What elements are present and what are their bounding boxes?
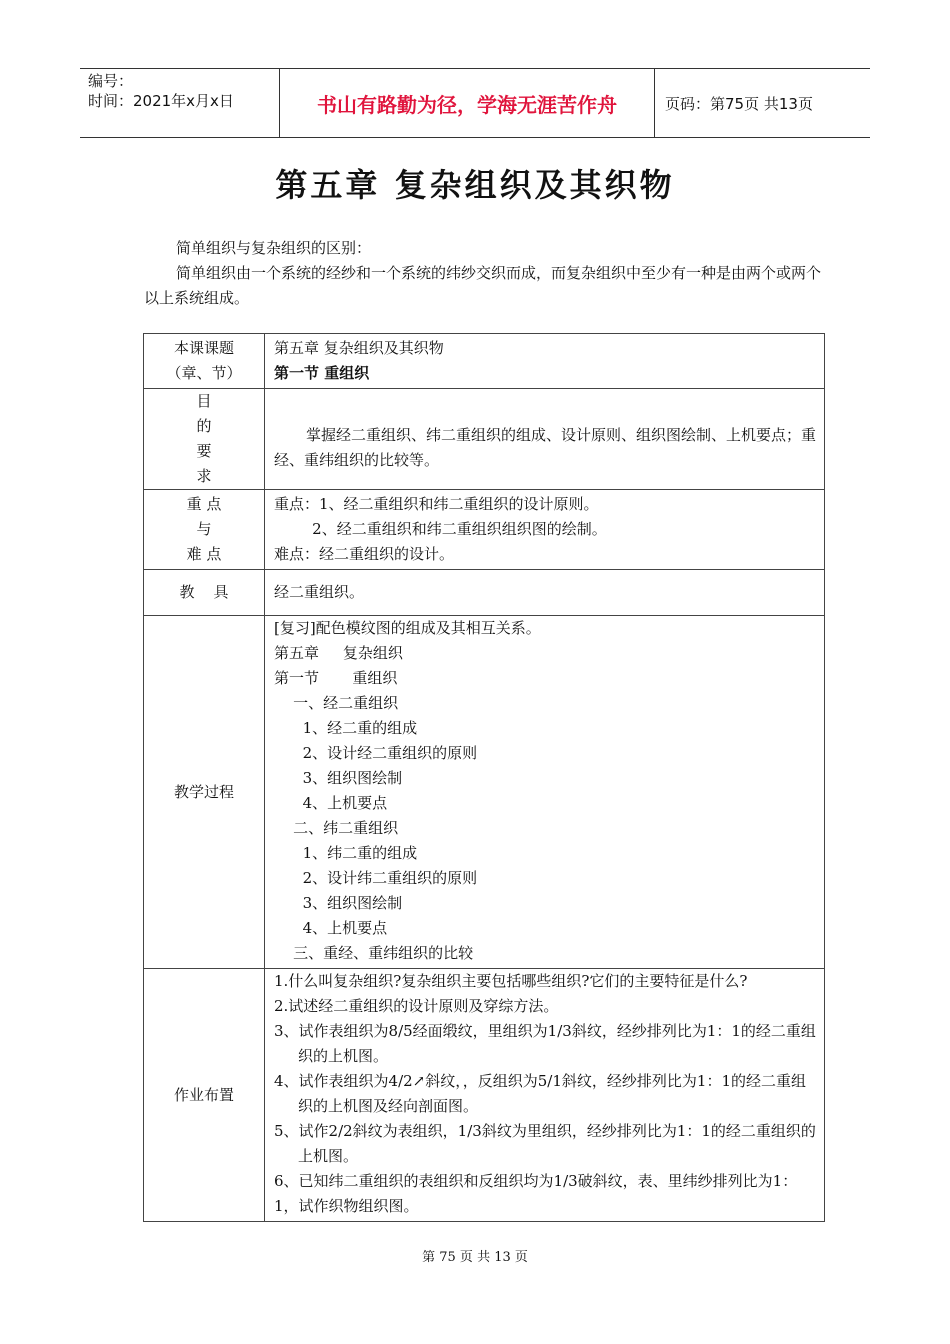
process-line: 1、经二重的组成 (274, 719, 418, 737)
row-process (144, 616, 825, 969)
topic-label-line1: 本课课题 (173, 339, 234, 357)
row-topic (144, 334, 825, 389)
topic-label-line2: （章、节） (166, 364, 242, 382)
objectives-text: 掌握经二重组织、纬二重组织的组成、设计原则、组织图绘制、上机要点；重经、重纬组织的比较等。 (274, 426, 817, 469)
objectives-value (265, 389, 825, 490)
intro-line-1: 简单组织与复杂组织的区别： (176, 239, 372, 257)
intro-text (144, 236, 824, 311)
key-points-label-line: 难 点 (186, 545, 222, 563)
process-line: 第五章 复杂组织 (274, 644, 403, 662)
topic-label (144, 334, 265, 389)
objectives-label-char: 求 (196, 467, 212, 485)
key-point-line: 难点：经二重组织的设计。 (274, 545, 455, 563)
objectives-label-char: 的 (196, 417, 212, 435)
row-objectives (144, 389, 825, 490)
process-line: 一、经二重组织 (274, 694, 399, 712)
page-footer: 第 75 页 共 13 页 (422, 1250, 528, 1265)
time-label: 时间：2021年x月x日 (88, 92, 234, 110)
header-meta (80, 69, 280, 137)
row-homework (144, 969, 825, 1222)
process-value (265, 616, 825, 969)
homework-item: 5、试作2/2斜纹为表组织，1/3斜纹为里组织，经纱排列比为1：1的经二重组织的上机图。 (274, 1122, 816, 1165)
key-point-line: 重点：1、经二重组织和纬二重组织的设计原则。 (274, 495, 599, 513)
process-line: 第一节 重组织 (274, 669, 398, 687)
process-line: 2、设计经二重组织的原则 (274, 744, 478, 762)
process-line: 2、设计纬二重组织的原则 (274, 869, 478, 887)
homework-item: 3、试作表组织为8/5经面缎纹，里组织为1/3斜纹，经纱排列比为1：1的经二重组织的上机图。 (274, 1022, 816, 1065)
objectives-label (144, 389, 265, 490)
header-page-label: 页码：第75页 共13页 (665, 94, 813, 113)
intro-line-2: 简单组织由一个系统的经纱和一个系统的纬纱交织而成，而复杂组织中至少有一种是由两个或两个以上系统组成。 (144, 264, 822, 307)
teaching-aids-value: 经二重组织。 (265, 570, 825, 616)
row-teaching-aids (144, 570, 825, 616)
process-line: 二、纬二重组织 (274, 819, 399, 837)
homework-item: 1.什么叫复杂组织?复杂组织主要包括哪些组织?它们的主要特征是什么? (274, 972, 748, 990)
process-line: [复习]配色模纹图的组成及其相互关系。 (274, 619, 541, 637)
process-line: 4、上机要点 (274, 919, 388, 937)
page-title: 第五章 复杂组织及其织物 (275, 166, 675, 204)
topic-section: 第一节 重组织 (274, 364, 370, 382)
homework-label: 作业布置 (144, 969, 265, 1222)
process-line: 3、组织图绘制 (274, 894, 403, 912)
key-point-line: 2、经二重组织和纬二重组织组织图的绘制。 (274, 520, 607, 538)
teaching-aids-label: 教 具 (144, 570, 265, 616)
topic-value (265, 334, 825, 389)
homework-item: 4、试作表组织为4/2↗斜纹，，反组织为5/1斜纹，经纱排列比为1：1的经二重组织的上机图及经向剖面图。 (274, 1072, 806, 1115)
key-points-label-line: 与 (196, 520, 212, 538)
process-line: 1、纬二重的组成 (274, 844, 418, 862)
homework-item: 2.试述经二重组织的设计原则及穿综方法。 (274, 997, 559, 1015)
topic-chapter: 第五章 复杂组织及其织物 (274, 339, 444, 357)
objectives-label-char: 要 (196, 442, 212, 460)
key-points-label (144, 490, 265, 570)
process-line: 3、组织图绘制 (274, 769, 403, 787)
key-points-value (265, 490, 825, 570)
process-line: 三、重经、重纬组织的比较 (274, 944, 474, 962)
document-header (80, 68, 870, 138)
process-line: 4、上机要点 (274, 794, 388, 812)
process-label: 教学过程 (144, 616, 265, 969)
lesson-table (143, 333, 825, 1222)
header-motto: 书山有路勤为径，学海无涯苦作舟 (280, 69, 655, 137)
row-key-points (144, 490, 825, 570)
homework-value (265, 969, 825, 1222)
objectives-label-char: 目 (196, 392, 212, 410)
key-points-label-line: 重 点 (186, 495, 222, 513)
number-label: 编号： (88, 72, 134, 90)
homework-item: 6、已知纬二重组织的表组织和反组织均为1/3破斜纹，表、里纬纱排列比为1：1，试作织物组织图。 (274, 1172, 798, 1215)
